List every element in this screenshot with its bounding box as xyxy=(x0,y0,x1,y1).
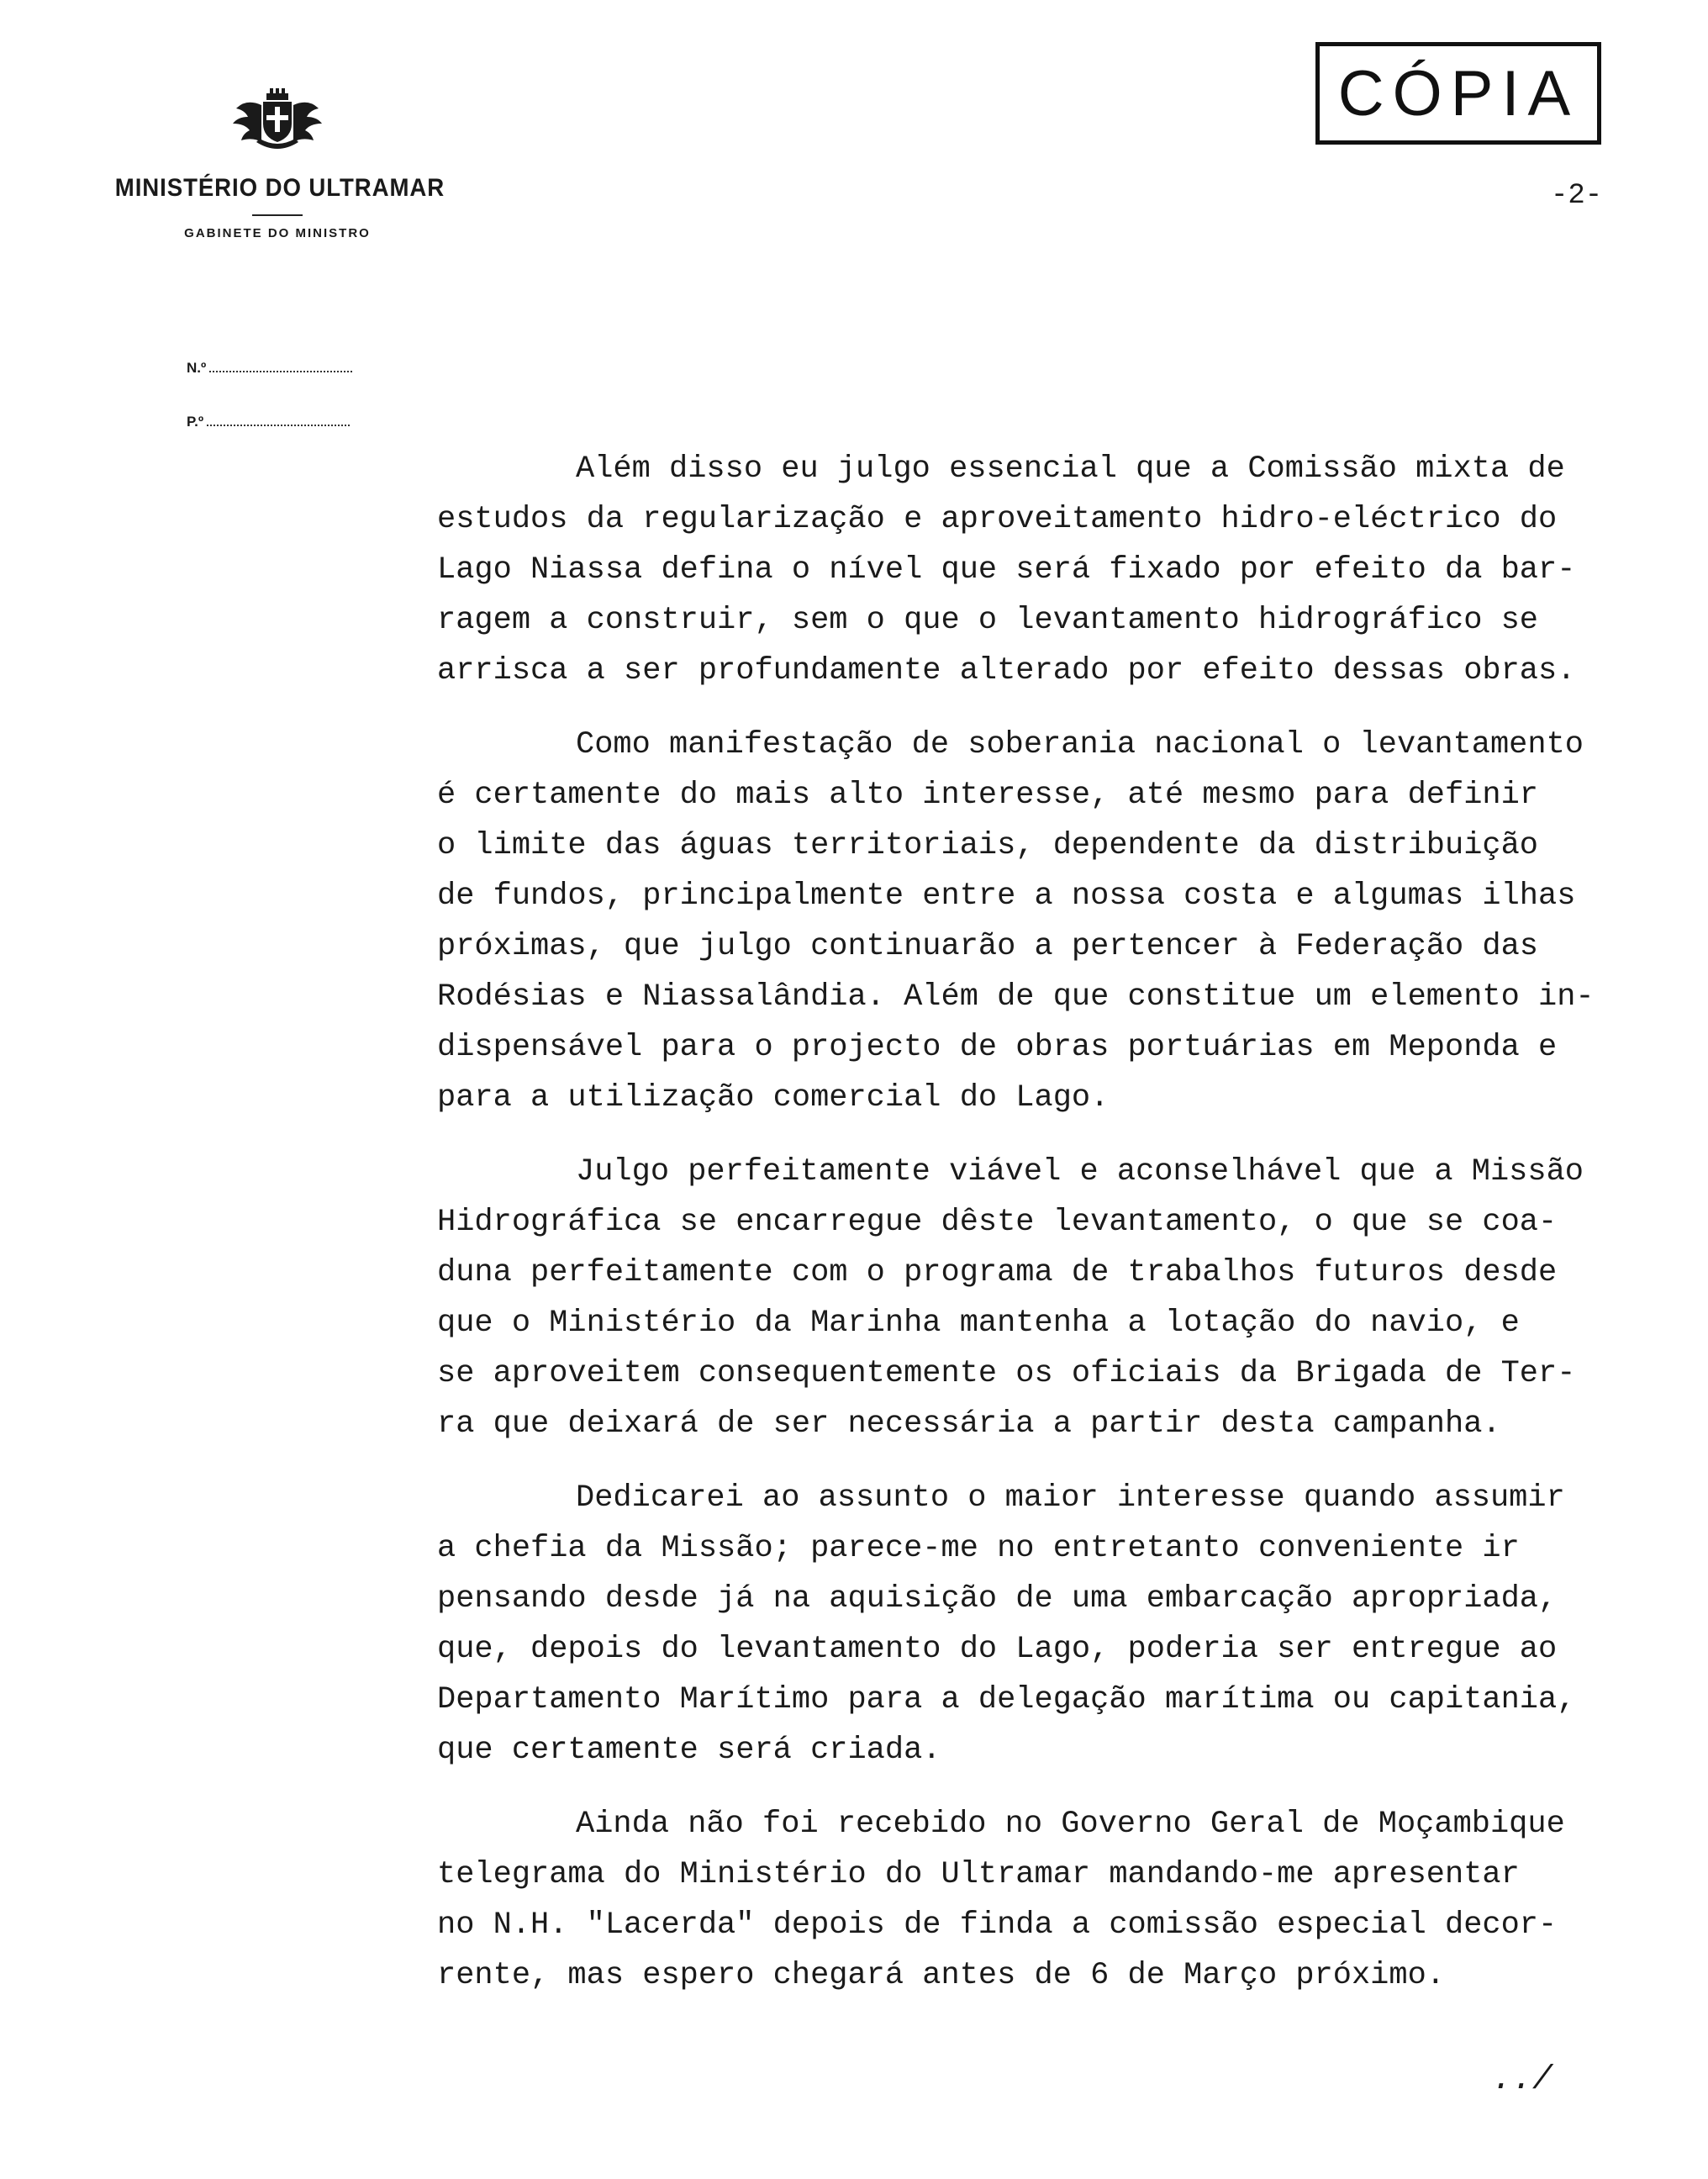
text-line: é certamente do mais alto interesse, até mesmo para definir xyxy=(437,778,1539,813)
text-line: Hidrográfica se encarregue dêste levantamento, o que se coa- xyxy=(437,1205,1558,1240)
text-line: duna perfeitamente com o programa de trabalhos futuros desde xyxy=(437,1255,1558,1290)
copy-stamp: CÓPIA xyxy=(1315,42,1601,145)
coat-of-arms-icon xyxy=(231,88,324,156)
text-line: Além disso eu julgo essencial que a Comissão mixta de xyxy=(576,451,1565,487)
text-line: ragem a construir, sem o que o levantamento hidrográfico se xyxy=(437,603,1539,638)
text-line: telegrama do Ministério do Ultramar mandando-me apresentar xyxy=(437,1857,1520,1892)
paragraph xyxy=(437,1147,1681,1449)
letter-body xyxy=(437,444,1681,2024)
process-field xyxy=(187,414,350,430)
text-line: pensando desde já na aquisição de uma embarcação apropriada, xyxy=(437,1581,1558,1617)
text-line: Lago Niassa defina o nível que será fixado por efeito da bar- xyxy=(437,552,1576,588)
ministry-name: MINISTÉRIO DO ULTRAMAR xyxy=(114,174,445,202)
text-line: rente, mas espero chegará antes de 6 de Março próximo. xyxy=(437,1958,1445,1993)
page-number: -2- xyxy=(1551,180,1603,212)
text-line: de fundos, principalmente entre a nossa costa e algumas ilhas xyxy=(437,878,1576,914)
paragraph xyxy=(437,1473,1681,1775)
number-blank xyxy=(209,371,352,372)
text-line: dispensável para o projecto de obras portuárias em Meponda e xyxy=(437,1030,1558,1065)
text-line: Julgo perfeitamente viável e aconselhável que a Missão xyxy=(576,1154,1584,1190)
number-label: N.º xyxy=(187,360,207,376)
text-line: se aproveitem consequentemente os oficiais da Brigada de Ter- xyxy=(437,1356,1576,1391)
divider xyxy=(252,214,303,216)
text-line: Como manifestação de soberania nacional o levantamento xyxy=(576,727,1584,762)
paragraph xyxy=(437,1799,1681,2001)
text-line: no N.H. "Lacerda" depois de finda a comissão especial decor- xyxy=(437,1907,1558,1943)
text-line: para a utilização comercial do Lago. xyxy=(437,1080,1110,1116)
continuation-mark: ../ xyxy=(1492,2061,1553,2099)
text-line: próximas, que julgo continuarão a pertencer à Federação das xyxy=(437,929,1539,964)
process-label: P.º xyxy=(187,414,204,430)
text-line: a chefia da Missão; parece-me no entretanto conveniente ir xyxy=(437,1531,1520,1566)
number-field xyxy=(187,360,352,377)
text-line: Rodésias e Niassalândia. Além de que constitue um elemento in- xyxy=(437,979,1595,1015)
text-line: que o Ministério da Marinha mantenha a lotação do navio, e xyxy=(437,1306,1520,1341)
process-blank xyxy=(207,425,350,426)
text-line: que certamente será criada. xyxy=(437,1733,941,1768)
text-line: Departamento Marítimo para a delegação marítima ou capitania, xyxy=(437,1682,1576,1717)
text-line: Dedicarei ao assunto o maior interesse quando assumir xyxy=(576,1480,1565,1516)
text-line: o limite das águas territoriais, dependente da distribuição xyxy=(437,828,1539,863)
text-line: Ainda não foi recebido no Governo Geral de Moçambique xyxy=(576,1807,1565,1842)
text-line: que, depois do levantamento do Lago, poderia ser entregue ao xyxy=(437,1632,1558,1667)
cabinet-name: GABINETE DO MINISTRO xyxy=(184,226,371,240)
text-line: arrisca a ser profundamente alterado por efeito dessas obras. xyxy=(437,653,1576,689)
paragraph xyxy=(437,444,1681,696)
letterhead xyxy=(101,88,454,240)
text-line: ra que deixará de ser necessária a partir desta campanha. xyxy=(437,1406,1501,1442)
paragraph xyxy=(437,720,1681,1123)
text-line: estudos da regularização e aproveitamento hidro-eléctrico do xyxy=(437,502,1558,537)
